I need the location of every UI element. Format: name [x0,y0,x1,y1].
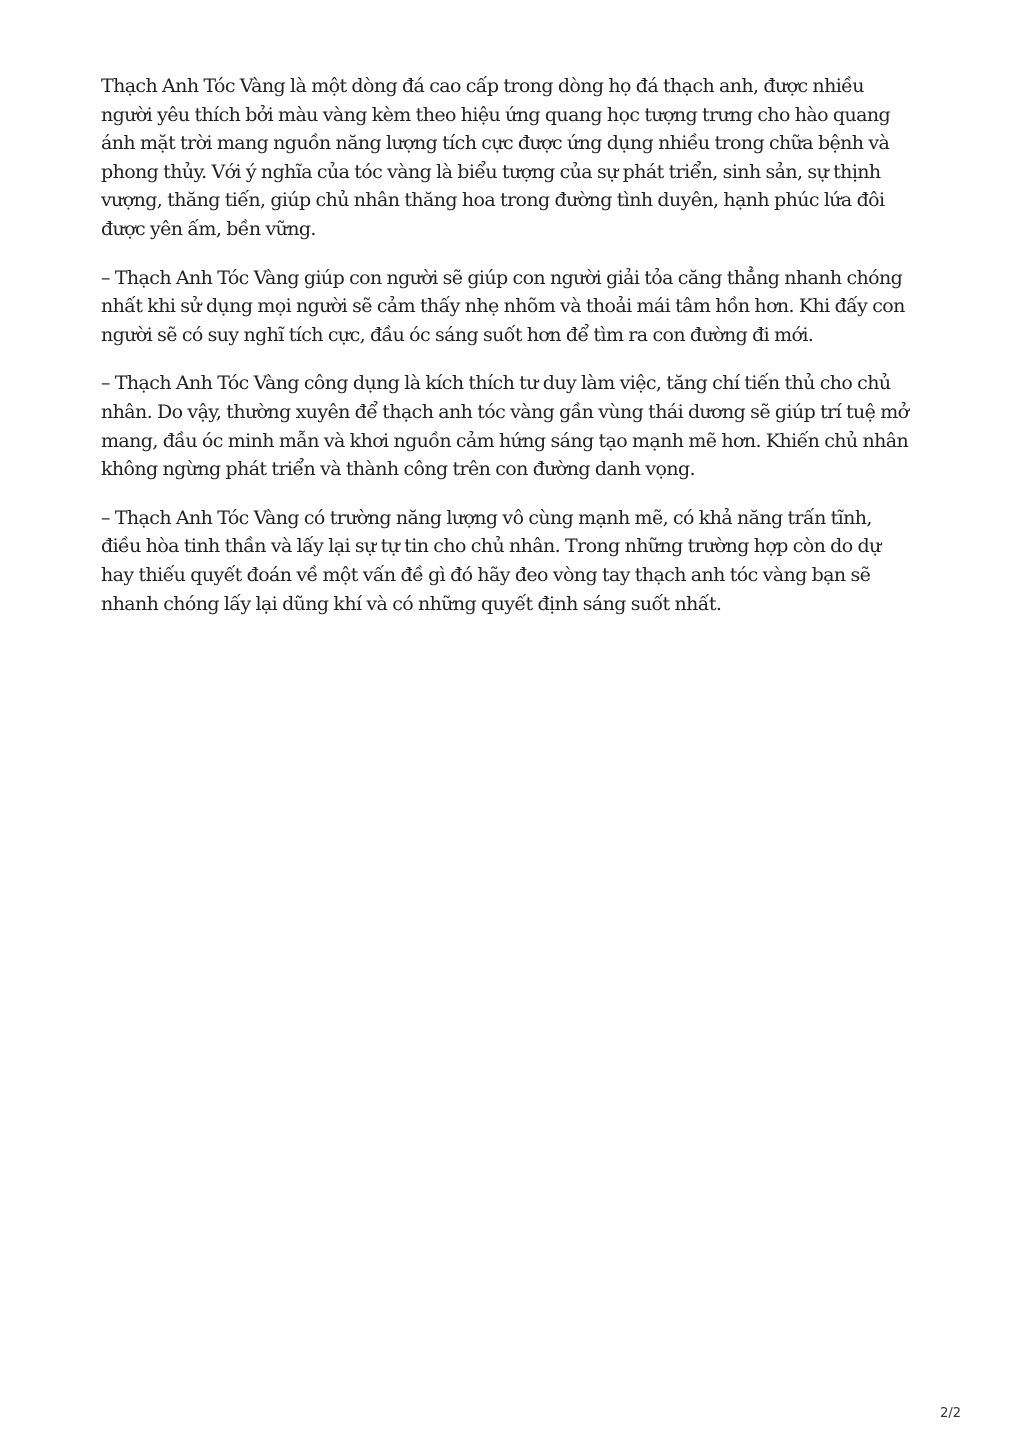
paragraph-confidence: – Thạch Anh Tóc Vàng có trường năng lượng vô cùng mạnh mẽ, có khả năng trấn tĩnh, điều hòa tinh thần và lấy lại sự tự tin cho chủ nhân. Trong những trường hợp còn do dự hay thiếu quyết đoán về một vấn đề gì đó hãy đeo vòng tay thạch anh tóc vàng bạn sẽ nhanh chóng lấy lại dũng khí và có những quyết định sáng suốt nhất. [101,506,881,615]
paragraph-thinking: – Thạch Anh Tóc Vàng công dụng là kích thích tư duy làm việc, tăng chí tiến thủ cho chủ nhân. Do vậy, thường xuyên để thạch anh tóc vàng gần vùng thái dương sẽ giúp trí tuệ mở mang, đầu óc minh mẫn và khơi nguồn cảm hứng sáng tạo mạnh mẽ hơn. Khiến chủ nhân không ngừng phát triển và thành công trên con đường danh vọng. [101,372,909,481]
paragraph-intro: Thạch Anh Tóc Vàng là một dòng đá cao cấp trong dòng họ đá thạch anh, được nhiều người yêu thích bởi màu vàng kèm theo hiệu ứng quang học tượng trưng cho hào quang ánh mặt trời mang nguồn năng lượng tích cực được ứng dụng nhiều trong chữa bệnh và phong thủy. Với ý nghĩa của tóc vàng là biểu tượng của sự phát triển, sinh sản, sự thịnh vượng, thăng tiến, giúp chủ nhân thăng hoa trong đường tình duyên, hạnh phúc lứa đôi được yên ấm, bền vững. [101,75,891,240]
document-body [101,72,913,638]
paragraph-stress-relief: – Thạch Anh Tóc Vàng giúp con người sẽ giúp con người giải tỏa căng thẳng nhanh chóng nhất khi sử dụng mọi người sẽ cảm thấy nhẹ nhõm và thoải mái tâm hồn hơn. Khi đấy con người sẽ có suy nghĩ tích cực, đầu óc sáng suốt hơn để tìm ra con đường đi mới. [101,266,905,346]
page-number: 2/2 [940,1406,961,1421]
